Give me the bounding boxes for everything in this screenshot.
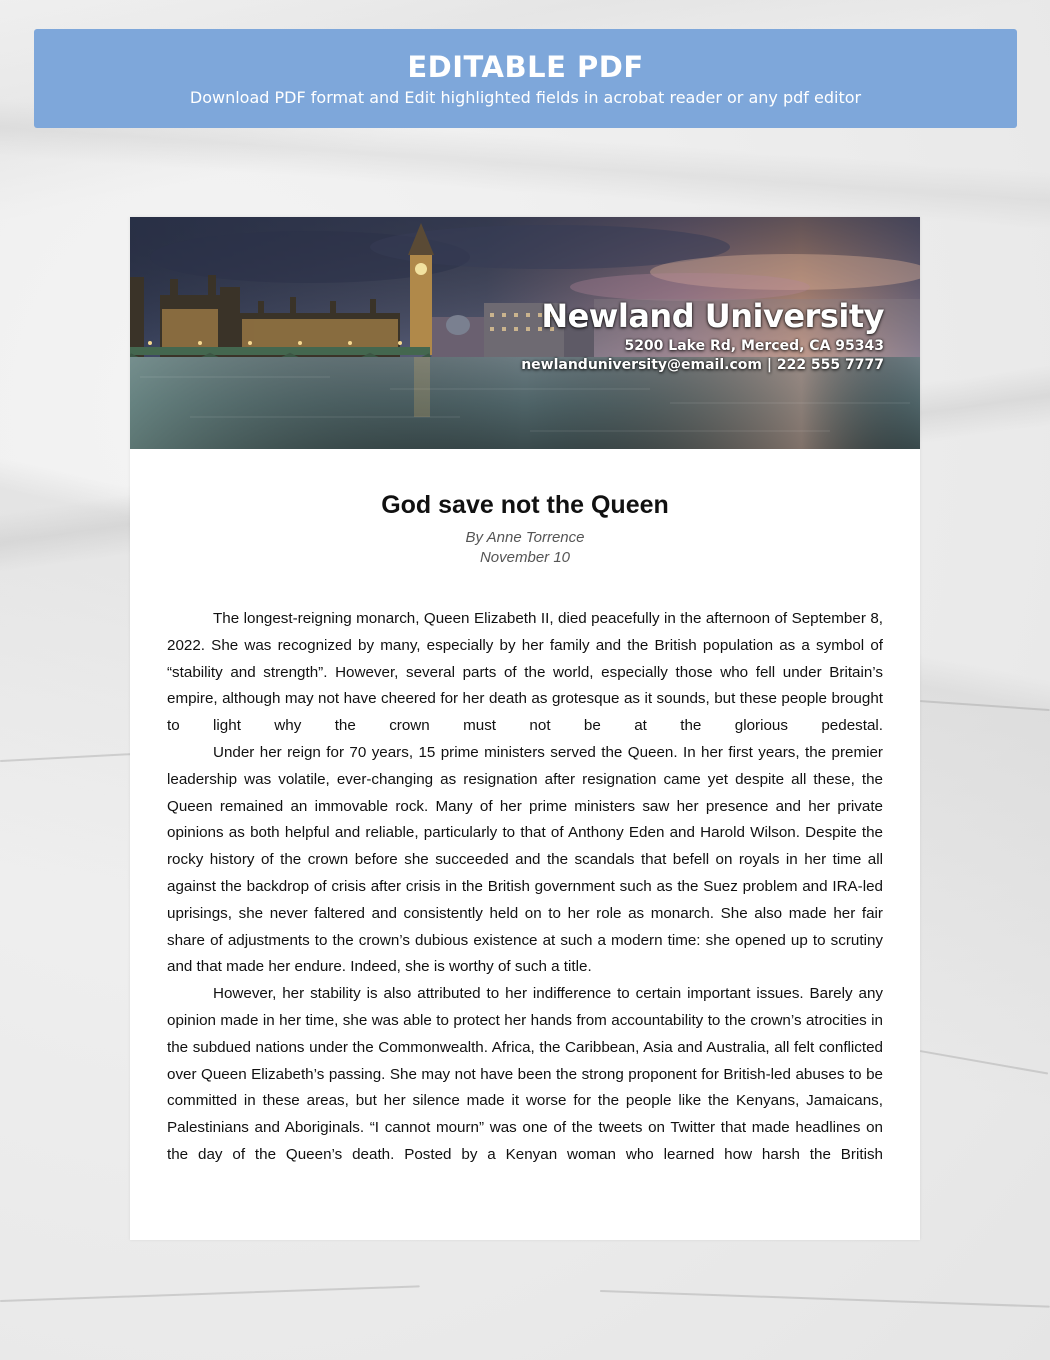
organization-address: 5200 Lake Rd, Merced, CA 95343 (624, 338, 884, 354)
marble-vein (0, 1285, 420, 1302)
article-body (167, 606, 883, 1169)
article-byline: By Anne Torrence (465, 529, 585, 546)
banner-title: EDITABLE PDF (407, 50, 644, 84)
article-date: November 10 (479, 549, 571, 566)
organization-block (521, 295, 884, 375)
article-paragraph: The longest-reigning monarch, Queen Elizabeth II, died peacefully in the afternoon of September 8, 2022. She was recognized by many, especially by her family and the British population as a symbol of “stability and strength”. However, several parts of the world, especially those who fell under Britain’s empire, although may not have cheered for her death as grotesque as it sounds, but these people brought to light why the crown must not be at the glorious pedestal. (167, 610, 883, 735)
article-title: God save not the Queen (381, 491, 669, 519)
document-page (130, 217, 920, 1240)
marble-vein (920, 1050, 1048, 1075)
editable-pdf-banner (34, 29, 1017, 128)
header-image-london-skyline (130, 217, 920, 449)
banner-subtitle: Download PDF format and Edit highlighted fields in acrobat reader or any pdf editor (189, 88, 862, 107)
organization-contact: newlanduniversity@email.com | 222 555 7777 (521, 357, 884, 373)
article-paragraph: However, her stability is also attributed to her indifference to certain important issues. Barely any opinion made in her time, she was able to protect her hands from accountability to the crown’s atrocities in the subdued nations under the Commonwealth. Africa, the Caribbean, Asia and Australia, all felt conflicted over Queen Elizabeth’s passing. She may not have been the strong proponent for British-led abuses to be committed in these areas, but her silence made it worse for the people like the Kenyans, Jamaicans, Palestinians and Aboriginals. “I cannot mourn” was one of the tweets on Twitter that made headlines on the day of the Queen’s death. Posted by a Kenyan woman who learned how harsh the British (167, 985, 883, 1163)
marble-vein (600, 1290, 1050, 1308)
marble-vein (920, 700, 1050, 711)
article-paragraph: Under her reign for 70 years, 15 prime ministers served the Queen. In her first years, the premier leadership was volatile, ever-changing as resignation after resignation came yet despite all these, the Queen remained an immovable rock. Many of her prime ministers saw her presence and her private opinions as both helpful and reliable, particularly to that of Anthony Eden and Harold Wilson. Despite the rocky history of the crown before she succeeded and the scandals that befell on royals in her time all against the backdrop of crisis after crisis in the British government such as the Suez problem and IRA-led uprisings, she never faltered and consistently held on to her role as monarch. She also made her fair share of adjustments to the crown’s dubious existence at such a modern time: she opened up to scrutiny and that made her endure. Indeed, she is worthy of such a title. (167, 743, 883, 976)
organization-name: Newland University (541, 297, 884, 335)
